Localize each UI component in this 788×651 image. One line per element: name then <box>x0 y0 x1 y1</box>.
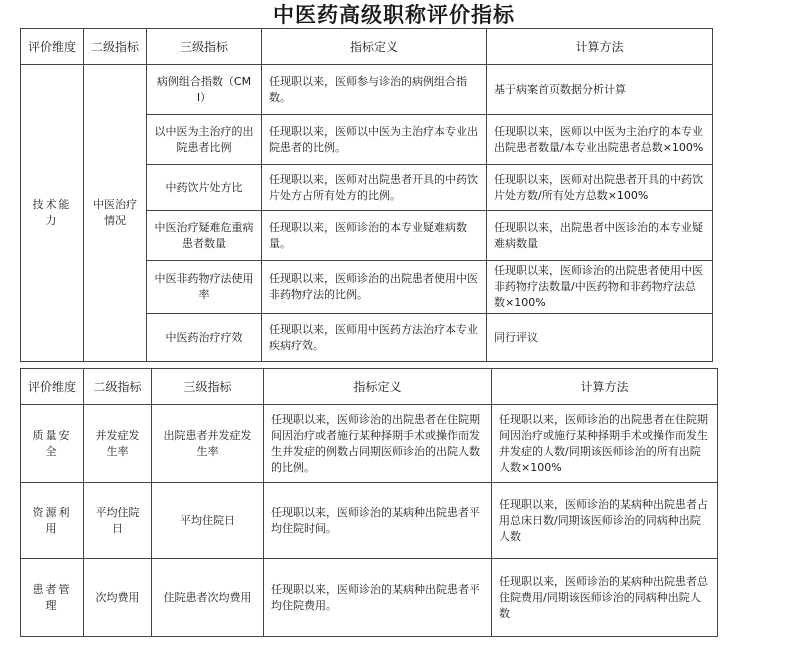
method-cell: 任现职以来，医师诊治的某病种出院患者总住院费用/同期该医师诊治的同病种出院人数 <box>492 559 718 637</box>
header-indicator: 三级指标 <box>147 29 262 65</box>
indicator-cell: 出院患者并发症发生率 <box>152 405 264 483</box>
table-row <box>21 483 718 559</box>
definition-cell: 任现职以来，医师参与诊治的病例组合指数。 <box>262 65 487 115</box>
definition-cell: 任现职以来，医师以中医为主治疗本专业出院患者的比例。 <box>262 115 487 165</box>
definition-cell: 任现职以来，医师诊治的本专业疑难病数量。 <box>262 211 487 261</box>
dimension-cell: 质量安全 <box>21 405 84 483</box>
method-cell: 任现职以来，医师诊治的出院患者在住院期间因治疗或施行某种择期手术或操作而发生并发症的人数/同期该医师诊治的所有出院人数×100% <box>492 405 718 483</box>
secondary-cell: 次均费用 <box>84 559 152 637</box>
header-secondary: 二级指标 <box>84 29 147 65</box>
page-title: 中医药高级职称评价指标 <box>273 2 515 27</box>
method-cell: 基于病案首页数据分析计算 <box>487 65 713 115</box>
header-method: 计算方法 <box>487 29 713 65</box>
indicator-cell: 中药饮片处方比 <box>147 165 262 211</box>
definition-cell: 任现职以来，医师诊治的出院患者在住院期间因治疗或者施行某种择期手术或操作而发生并发症的例数占同期医师诊治的出院人数的比例。 <box>264 405 492 483</box>
dimension-cell: 技术能力 <box>21 65 84 362</box>
table-row <box>21 559 718 637</box>
header-secondary: 二级指标 <box>84 369 152 405</box>
indicator-cell: 平均住院日 <box>152 483 264 559</box>
indicator-cell: 住院患者次均费用 <box>152 559 264 637</box>
table-row <box>21 405 718 483</box>
dimension-cell: 患者管理 <box>21 559 84 637</box>
secondary-cell: 并发症发生率 <box>84 405 152 483</box>
dimension-cell: 资源利用 <box>21 483 84 559</box>
method-cell: 同行评议 <box>487 314 713 362</box>
method-cell: 任现职以来，医师诊治的某病种出院患者占用总床日数/同期该医师诊治的同病种出院人数 <box>492 483 718 559</box>
table-row <box>21 65 713 115</box>
header-definition: 指标定义 <box>262 29 487 65</box>
method-cell: 任现职以来，医师对出院患者开具的中药饮片处方数/所有处方总数×100% <box>487 165 713 211</box>
indicator-cell: 中医非药物疗法使用率 <box>147 261 262 314</box>
definition-cell: 任现职以来，医师诊治的某病种出院患者平均住院时间。 <box>264 483 492 559</box>
header-method: 计算方法 <box>492 369 718 405</box>
definition-cell: 任现职以来，医师对出院患者开具的中药饮片处方占所有处方的比例。 <box>262 165 487 211</box>
secondary-cell: 平均住院日 <box>84 483 152 559</box>
method-cell: 任现职以来，医师以中医为主治疗的本专业出院患者数量/本专业出院患者总数×100% <box>487 115 713 165</box>
definition-cell: 任现职以来，医师用中医药方法治疗本专业疾病疗效。 <box>262 314 487 362</box>
secondary-cell: 中医治疗情况 <box>84 65 147 362</box>
definition-cell: 任现职以来，医师诊治的出院患者使用中医非药物疗法的比例。 <box>262 261 487 314</box>
table-header-row <box>21 29 713 65</box>
indicator-cell: 中医治疗疑难危重病患者数量 <box>147 211 262 261</box>
indicator-cell: 病例组合指数（CMI） <box>147 65 262 115</box>
table-header-row <box>21 369 718 405</box>
header-dimension: 评价维度 <box>21 29 84 65</box>
indicator-table-technical <box>20 28 713 362</box>
indicator-table-quality <box>20 368 718 637</box>
method-cell: 任现职以来，出院患者中医诊治的本专业疑难病数量 <box>487 211 713 261</box>
header-definition: 指标定义 <box>264 369 492 405</box>
method-cell: 任现职以来，医师诊治的出院患者使用中医非药物疗法数量/中医药物和非药物疗法总数×100% <box>487 261 713 314</box>
definition-cell: 任现职以来，医师诊治的某病种出院患者平均住院费用。 <box>264 559 492 637</box>
indicator-cell: 中医药治疗疗效 <box>147 314 262 362</box>
header-dimension: 评价维度 <box>21 369 84 405</box>
indicator-cell: 以中医为主治疗的出院患者比例 <box>147 115 262 165</box>
header-indicator: 三级指标 <box>152 369 264 405</box>
